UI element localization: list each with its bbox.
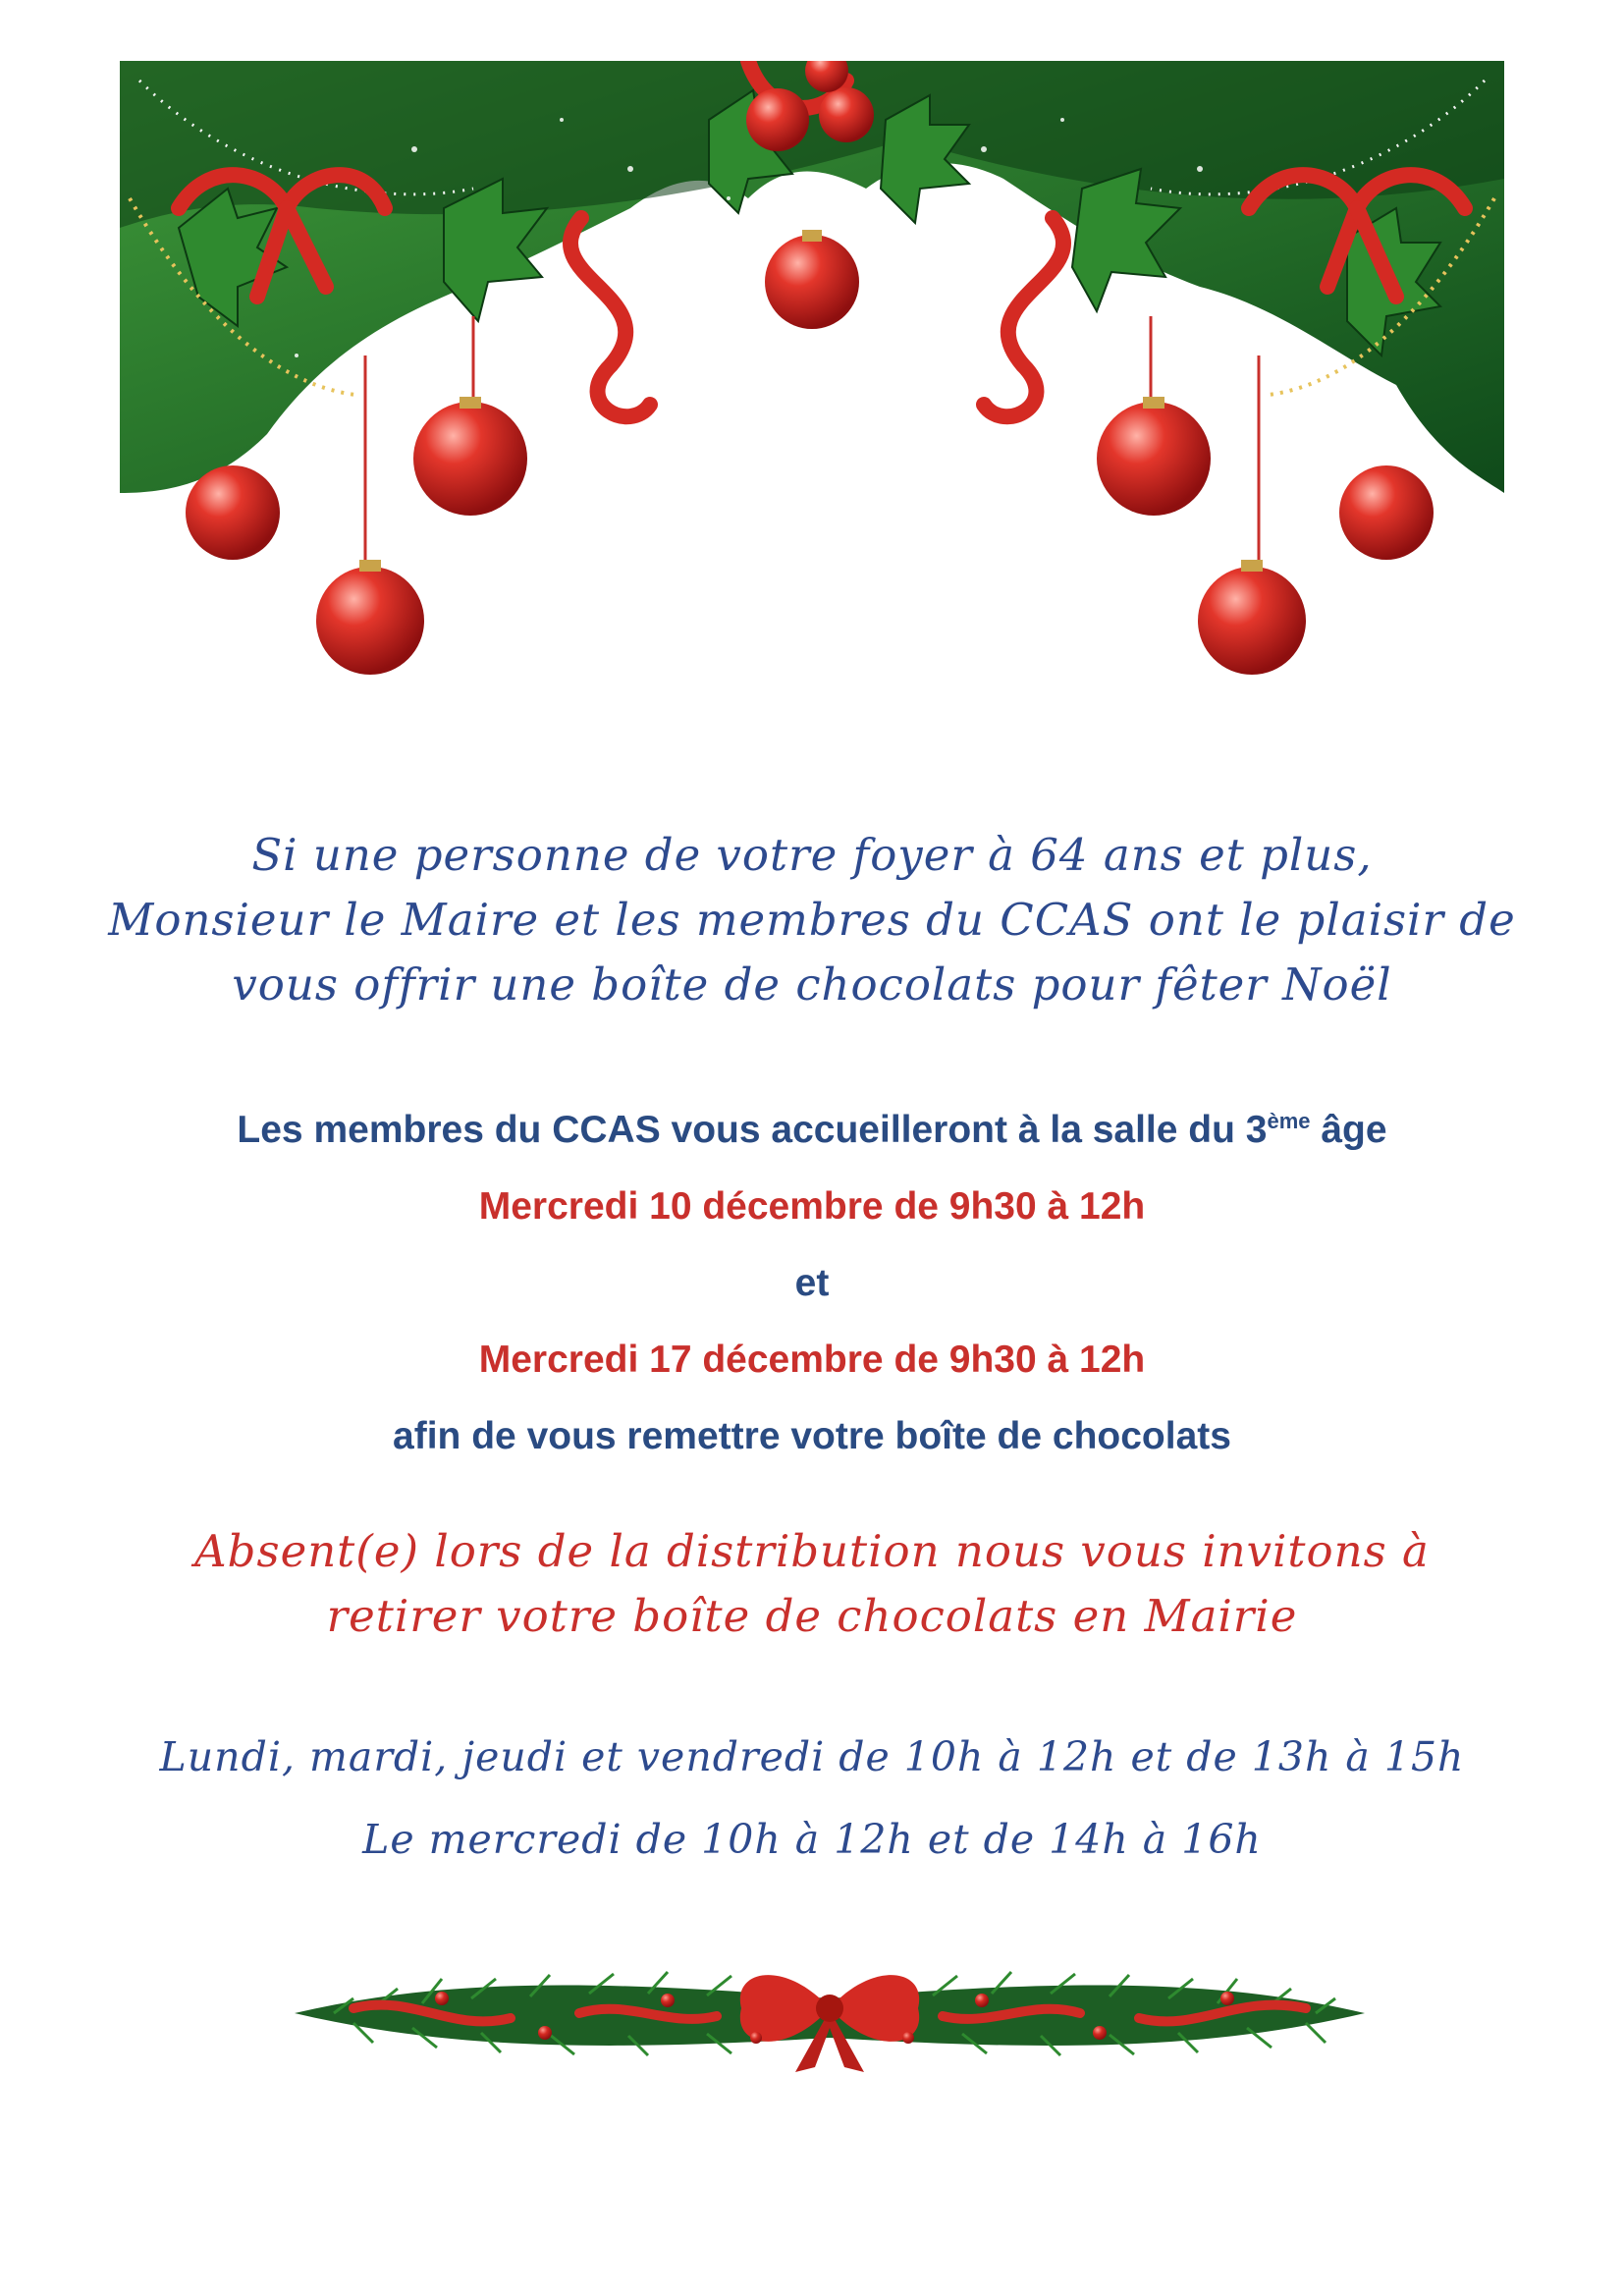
welcome-text-end: âge	[1310, 1109, 1387, 1151]
event-details	[0, 1092, 1624, 1475]
date-1: Mercredi 10 décembre de 9h30 à 12h	[478, 1185, 1146, 1228]
welcome-text: Les membres du CCAS vous accueilleront à la salle du 3	[237, 1109, 1268, 1151]
welcome-superscript: ème	[1267, 1109, 1311, 1133]
purpose-line: afin de vous remettre votre boîte de chocolats	[393, 1415, 1231, 1457]
christmas-garland-bottom-illustration	[295, 1940, 1365, 2087]
hours-line-1: Lundi, mardi, jeudi et vendredi de 10h à 12h et de 13h à 15h	[159, 1733, 1465, 1780]
christmas-garland-top-illustration	[120, 61, 1504, 699]
absent-paragraph	[0, 1519, 1624, 1649]
intro-line-3: vous offrir une boîte de chocolats pour fêter Noël	[232, 958, 1392, 1011]
hours-line-2: Le mercredi de 10h à 12h et de 14h à 16h	[362, 1816, 1262, 1863]
intro-line-2: Monsieur le Maire et les membres du CCAS ont le plaisir de	[108, 894, 1516, 946]
town-hall-hours	[0, 1716, 1624, 1881]
date-2: Mercredi 17 décembre de 9h30 à 12h	[478, 1339, 1146, 1381]
absent-line-2: retirer votre boîte de chocolats en Mairie	[326, 1590, 1298, 1642]
intro-paragraph	[0, 823, 1624, 1017]
conjunction: et	[794, 1262, 830, 1304]
intro-line-1: Si une personne de votre foyer à 64 ans et plus,	[251, 829, 1373, 881]
absent-line-1: Absent(e) lors de la distribution nous vous invitons à	[194, 1525, 1430, 1577]
welcome-line	[0, 1092, 1624, 1169]
